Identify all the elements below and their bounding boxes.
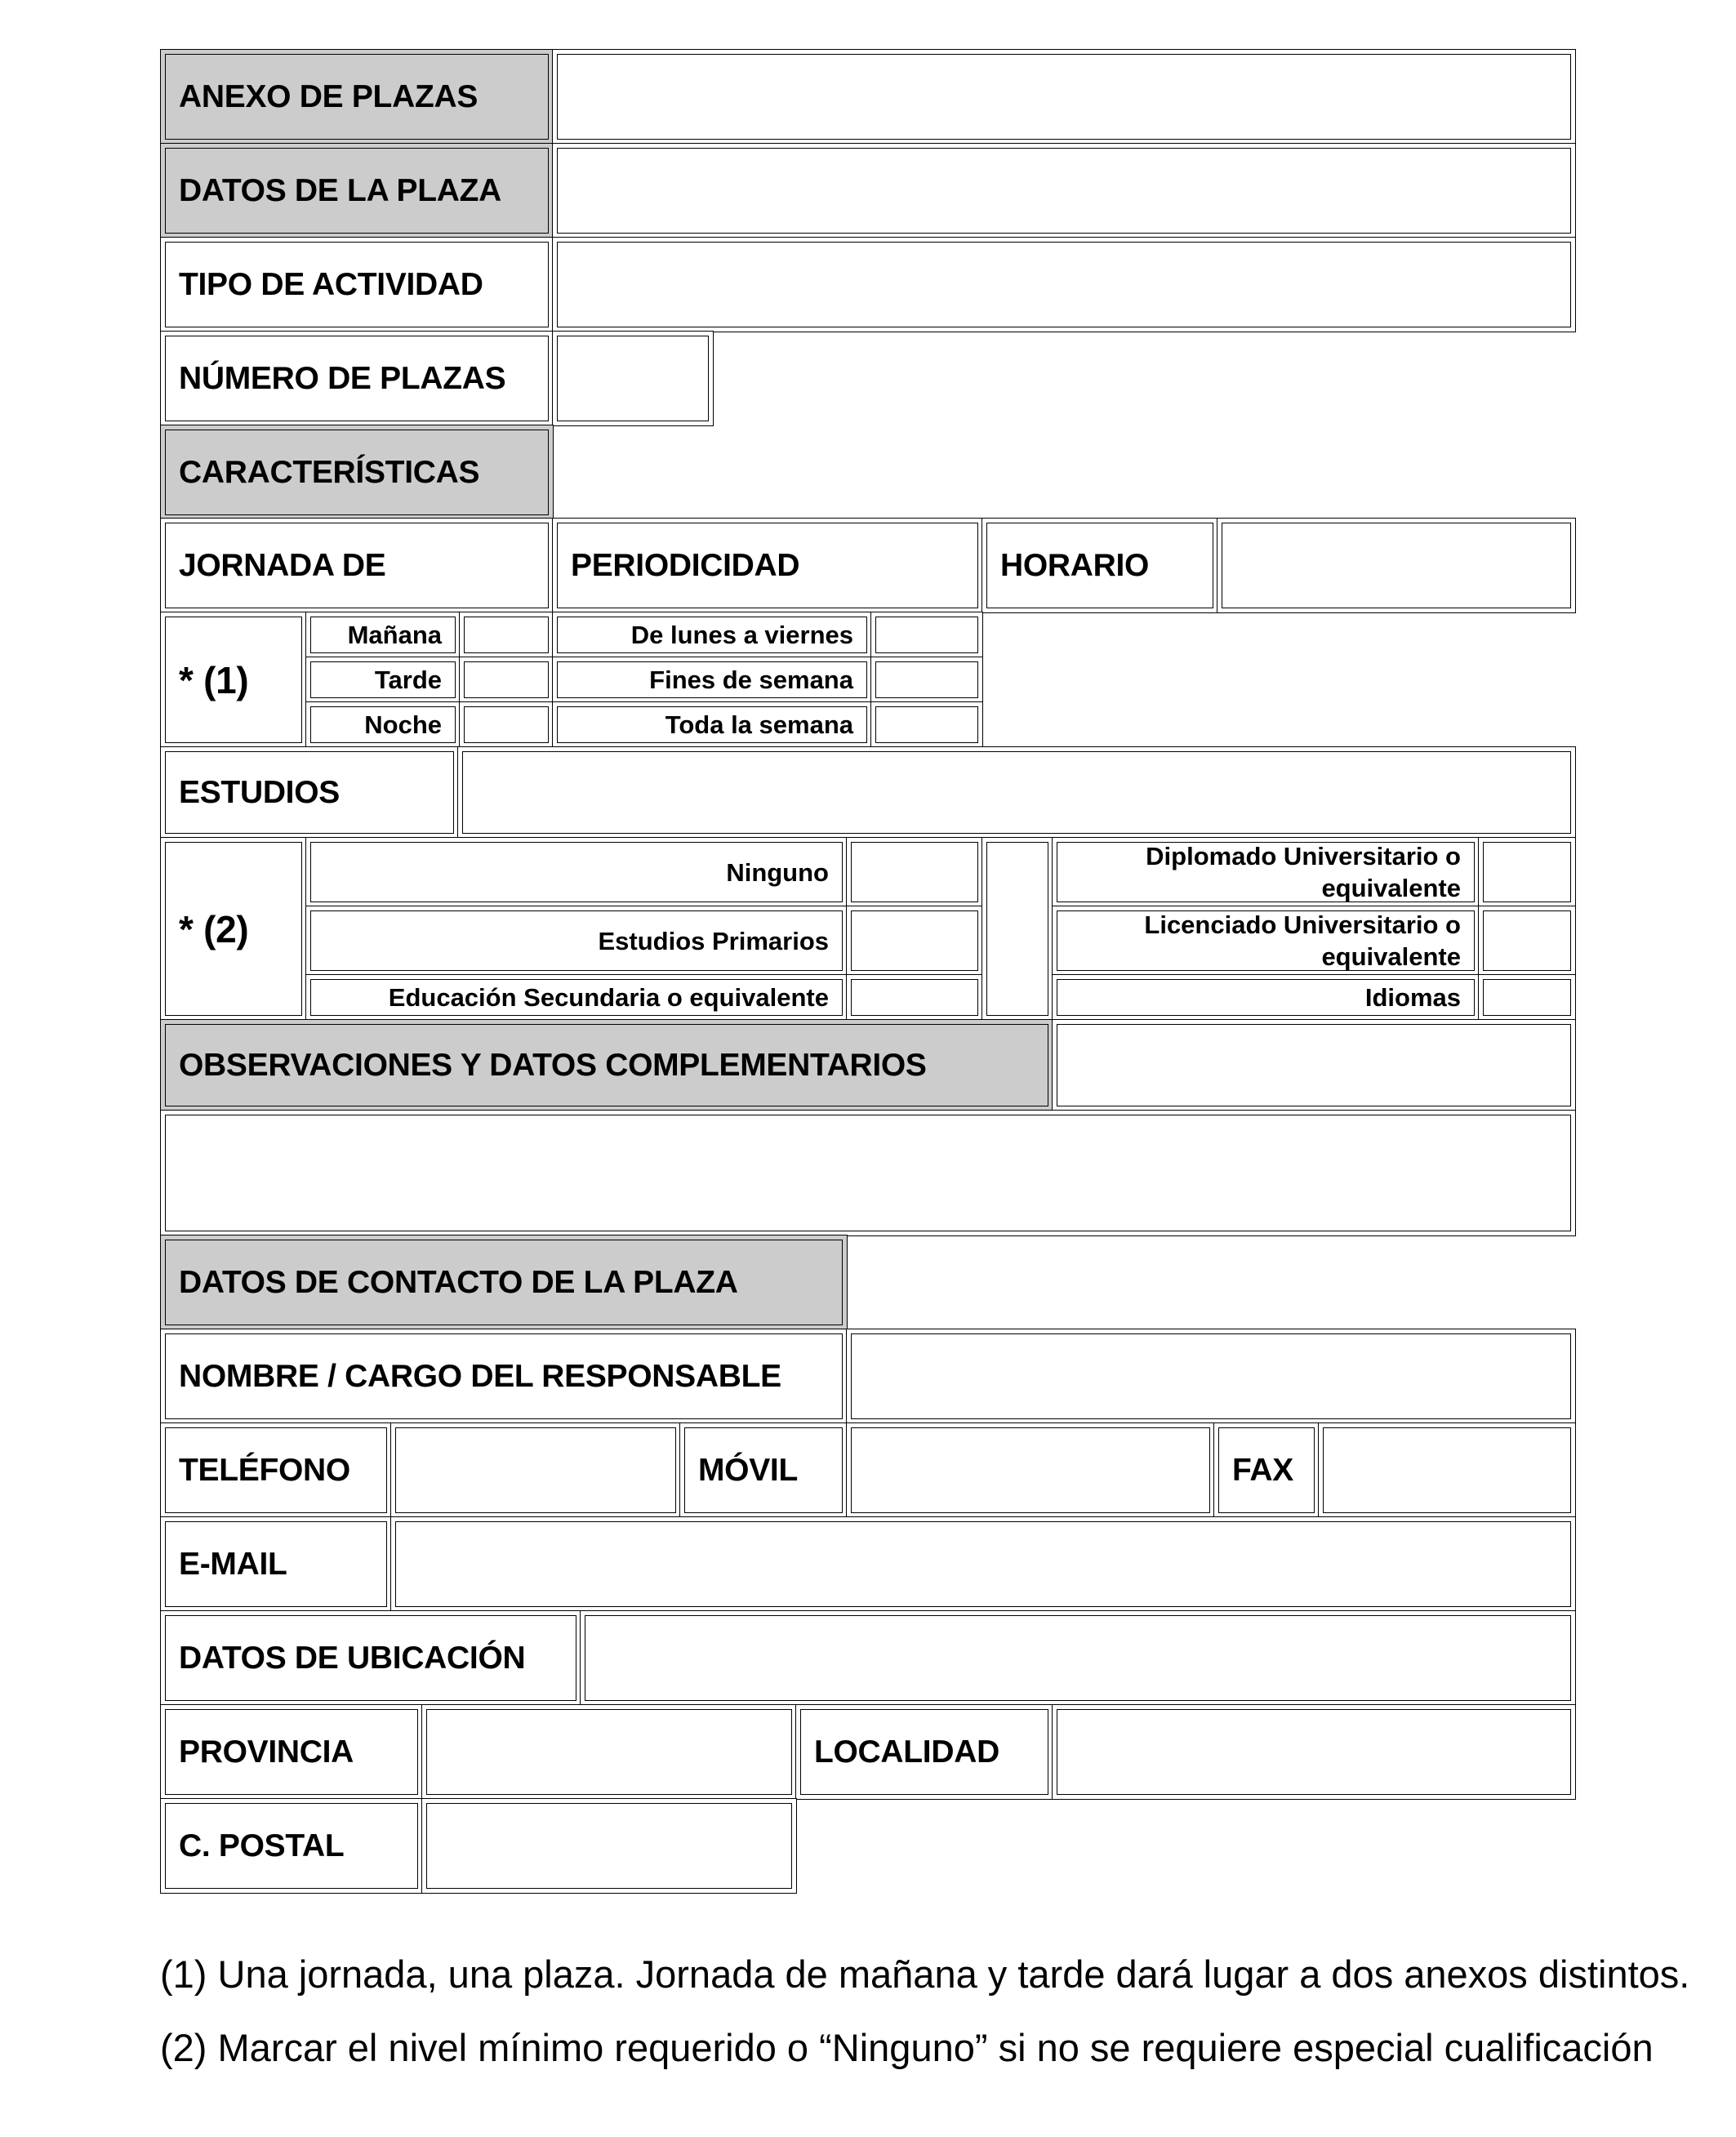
periodicidad-label-cell [552,518,983,613]
telefono-label: TELÉFONO [179,1452,350,1488]
horario-field[interactable] [1217,518,1576,613]
anexo-plazas-label: ANEXO DE PLAZAS [179,78,479,114]
datos-plaza-field[interactable] [552,143,1576,238]
jornada-option-noche [305,701,461,748]
estudios-option-label: Educación Secundaria o equivalente [388,983,829,1012]
email-label: E-MAIL [179,1546,287,1582]
movil-label-cell [679,1422,848,1518]
anexo-plazas-label-cell [160,49,554,145]
observaciones-label: OBSERVACIONES Y DATOS COMPLEMENTARIOS [179,1047,927,1083]
cpostal-label-cell [160,1798,423,1894]
caracteristicas-label-cell [160,425,554,520]
jornada-de-label: JORNADA DE [179,547,386,583]
estudios-option-primarios [305,906,848,976]
contacto-label: DATOS DE CONTACTO DE LA PLAZA [179,1264,738,1300]
estudios-option-line: equivalente [1321,942,1461,971]
numero-plazas-label-cell [160,331,554,426]
jornada-option-label: Mañana [347,621,442,649]
numero-plazas-field[interactable] [552,331,714,426]
estudios-option-label: Ninguno [726,857,829,887]
tipo-actividad-label-cell [160,237,554,332]
observaciones-field-inline[interactable] [1052,1019,1576,1111]
tipo-actividad-field[interactable] [552,237,1576,332]
observaciones-textarea[interactable] [160,1110,1576,1236]
estudios-option-line: Diplomado Universitario o [1146,842,1461,870]
jornada-option-manana [305,612,461,658]
ubicacion-label-cell [160,1610,581,1706]
numero-plazas-label: NÚMERO DE PLAZAS [179,360,506,396]
estudios-checkbox-idiomas[interactable] [1478,974,1576,1021]
email-field[interactable] [390,1516,1576,1612]
jornada-checkbox-manana[interactable] [459,612,554,658]
anexo-plazas-field[interactable] [552,49,1576,145]
estudios-label-cell [160,746,459,839]
ref1-label: * (1) [179,658,249,701]
ref2-label: * (2) [179,907,249,951]
datos-plaza-label: DATOS DE LA PLAZA [179,172,502,208]
estudios-option-diplomado [1052,837,1480,907]
provincia-label-cell [160,1704,423,1800]
estudios-option-secundaria [305,974,848,1021]
estudios-option-line: equivalente [1321,874,1461,902]
estudios-option-label [1146,838,1461,906]
jornada-checkbox-tarde[interactable] [459,657,554,703]
periodicidad-option-label: Fines de semana [649,666,853,694]
provincia-field[interactable] [421,1704,797,1800]
jornada-option-label: Noche [364,710,442,739]
horario-label: HORARIO [1000,547,1150,583]
localidad-field[interactable] [1052,1704,1576,1800]
estudios-option-ninguno [305,837,848,907]
provincia-label: PROVINCIA [179,1734,354,1770]
observaciones-label-cell [160,1019,1053,1111]
email-label-cell [160,1516,392,1612]
tipo-actividad-label: TIPO DE ACTIVIDAD [179,266,483,302]
periodicidad-option-toda-semana [552,701,872,748]
jornada-option-tarde [305,657,461,703]
estudios-checkbox-ninguno[interactable] [846,837,983,907]
caracteristicas-label: CARACTERÍSTICAS [179,454,480,490]
ubicacion-field[interactable] [580,1610,1576,1706]
estudios-spacer-cell [982,837,1053,1021]
localidad-label-cell [795,1704,1053,1800]
estudios-label: ESTUDIOS [179,774,340,810]
estudios-option-licenciado [1052,906,1480,976]
telefono-label-cell [160,1422,392,1518]
periodicidad-checkbox-fines-semana[interactable] [870,657,983,703]
contacto-label-cell [160,1235,848,1330]
estudios-option-label: Idiomas [1364,983,1461,1012]
periodicidad-label: PERIODICIDAD [571,547,800,583]
fax-label-cell [1213,1422,1320,1518]
cpostal-label: C. POSTAL [179,1828,345,1863]
footnote-2: (2) Marcar el nivel mínimo requerido o “Ninguno” si no se requiere especial cualificación [160,2026,1654,2069]
periodicidad-option-fines-semana [552,657,872,703]
horario-label-cell [982,518,1218,613]
fax-label: FAX [1232,1452,1293,1488]
fax-field[interactable] [1318,1422,1576,1518]
movil-label: MÓVIL [698,1452,798,1488]
cpostal-field[interactable] [421,1798,797,1894]
periodicidad-option-label: Toda la semana [665,710,853,739]
footnote-1: (1) Una jornada, una plaza. Jornada de mañana y tarde dará lugar a dos anexos distintos. [160,1952,1690,1996]
estudios-option-label: Estudios Primarios [598,926,829,955]
ref2-cell [160,837,307,1021]
ref1-cell [160,612,307,748]
estudios-checkbox-licenciado[interactable] [1478,906,1576,976]
estudios-option-label [1144,906,1461,975]
periodicidad-option-label: De lunes a viernes [630,621,853,649]
localidad-label: LOCALIDAD [814,1734,999,1770]
responsable-label-cell [160,1329,848,1424]
responsable-label: NOMBRE / CARGO DEL RESPONSABLE [179,1358,781,1394]
estudios-option-idiomas [1052,974,1480,1021]
estudios-option-line: Licenciado Universitario o [1144,910,1461,939]
jornada-option-label: Tarde [374,666,442,694]
datos-plaza-label-cell [160,143,554,238]
movil-field[interactable] [846,1422,1215,1518]
estudios-checkbox-secundaria[interactable] [846,974,983,1021]
estudios-checkbox-diplomado[interactable] [1478,837,1576,907]
responsable-field[interactable] [846,1329,1576,1424]
jornada-de-label-cell [160,518,554,613]
estudios-field[interactable] [457,746,1576,839]
jornada-checkbox-noche[interactable] [459,701,554,748]
estudios-checkbox-primarios[interactable] [846,906,983,976]
periodicidad-checkbox-toda-semana[interactable] [870,701,983,748]
periodicidad-option-lunes-viernes [552,612,872,658]
periodicidad-checkbox-lunes-viernes[interactable] [870,612,983,658]
ubicacion-label: DATOS DE UBICACIÓN [179,1640,526,1676]
telefono-field[interactable] [390,1422,681,1518]
